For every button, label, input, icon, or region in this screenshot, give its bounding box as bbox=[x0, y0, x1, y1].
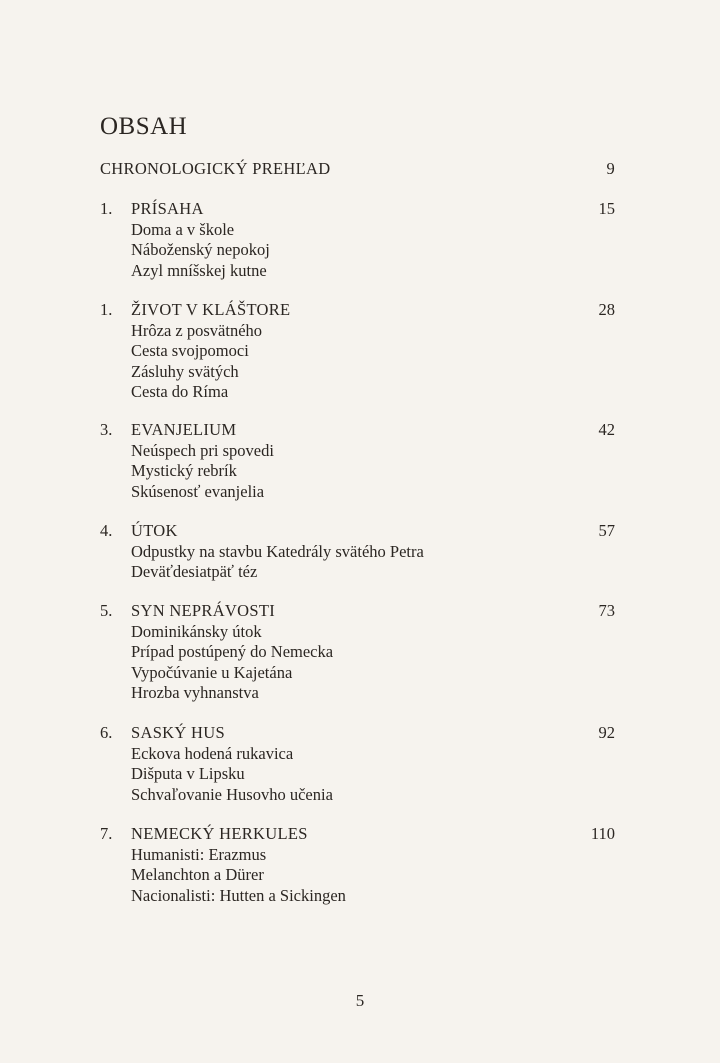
subsection-list bbox=[131, 622, 333, 704]
subsection-item: Skúsenosť evanjelia bbox=[131, 481, 265, 501]
subsection-item: Melanchton a Dürer bbox=[131, 865, 264, 885]
subsection-list bbox=[131, 744, 333, 806]
subsection-item: Hrôza z posvätného bbox=[131, 320, 263, 340]
subsection-item: Mystický rebrík bbox=[131, 461, 237, 481]
subsection-item: Odpustky na stavbu Katedrály svätého Petra bbox=[131, 541, 424, 561]
subsection-list bbox=[131, 321, 262, 403]
chapter-page-number: 57 bbox=[598, 521, 615, 540]
subsection-item: Humanisti: Erazmus bbox=[131, 844, 267, 864]
chapter-title: SASKÝ HUS bbox=[131, 723, 225, 742]
chapter-title: NEMECKÝ HERKULES bbox=[131, 824, 308, 843]
subsection-item: Prípad postúpený do Nemecka bbox=[131, 642, 334, 662]
subsection-item: Neúspech pri spovedi bbox=[131, 440, 274, 460]
subsection-list bbox=[131, 845, 346, 907]
subsection-item: Eckova hodená rukavica bbox=[131, 743, 294, 763]
subsection-item: Doma a v škole bbox=[131, 219, 235, 239]
chapter-page-number: 42 bbox=[598, 420, 615, 439]
subsection-list bbox=[131, 441, 274, 503]
chapter-number: 1. bbox=[100, 199, 113, 218]
subsection-item: Nacionalisti: Hutten a Sickingen bbox=[131, 885, 346, 905]
chapter-number: 3. bbox=[100, 420, 113, 439]
chapter-title: EVANJELIUM bbox=[131, 420, 237, 439]
chapter-title: PRÍSAHA bbox=[131, 199, 204, 218]
chronology-label: CHRONOLOGICKÝ PREHĽAD bbox=[100, 159, 331, 178]
chapter-number: 7. bbox=[100, 824, 113, 843]
chapter-title: ÚTOK bbox=[131, 521, 178, 540]
chapter-page-number: 110 bbox=[590, 824, 615, 843]
subsection-item: Cesta svojpomoci bbox=[131, 341, 249, 361]
subsection-item: Náboženský nepokoj bbox=[131, 240, 270, 260]
chapter-number: 4. bbox=[100, 521, 113, 540]
subsection-item: Dišputa v Lipsku bbox=[131, 764, 245, 784]
subsection-item: Azyl mníšskej kutne bbox=[131, 260, 267, 280]
chapter-page-number: 92 bbox=[598, 723, 615, 742]
subsection-item: Schvaľovanie Husovho učenia bbox=[131, 784, 333, 804]
chapter-title: SYN NEPRÁVOSTI bbox=[131, 601, 276, 620]
chapter-number: 5. bbox=[100, 601, 113, 620]
subsection-item: Zásluhy svätých bbox=[131, 361, 239, 381]
subsection-item: Vypočúvanie u Kajetána bbox=[131, 662, 293, 682]
subsection-item: Dominikánsky útok bbox=[131, 621, 262, 641]
subsection-list bbox=[131, 542, 424, 583]
subsection-item: Cesta do Ríma bbox=[131, 382, 229, 402]
subsection-item: Hrozba vyhnanstva bbox=[131, 683, 259, 703]
page-folio: 5 bbox=[355, 991, 365, 1010]
chapter-page-number: 15 bbox=[598, 199, 615, 218]
chronology-entry bbox=[100, 158, 615, 179]
contents-title: OBSAH bbox=[100, 113, 188, 140]
chapter-number: 1. bbox=[100, 300, 113, 319]
subsection-item: Deväťdesiatpäť téz bbox=[131, 562, 258, 582]
chapter-page-number: 73 bbox=[598, 601, 615, 620]
chronology-page-number: 9 bbox=[606, 159, 615, 178]
chapter-number: 6. bbox=[100, 723, 113, 742]
subsection-list bbox=[131, 220, 270, 282]
chapter-title: ŽIVOT V KLÁŠTORE bbox=[131, 300, 291, 319]
chapter-page-number: 28 bbox=[598, 300, 615, 319]
